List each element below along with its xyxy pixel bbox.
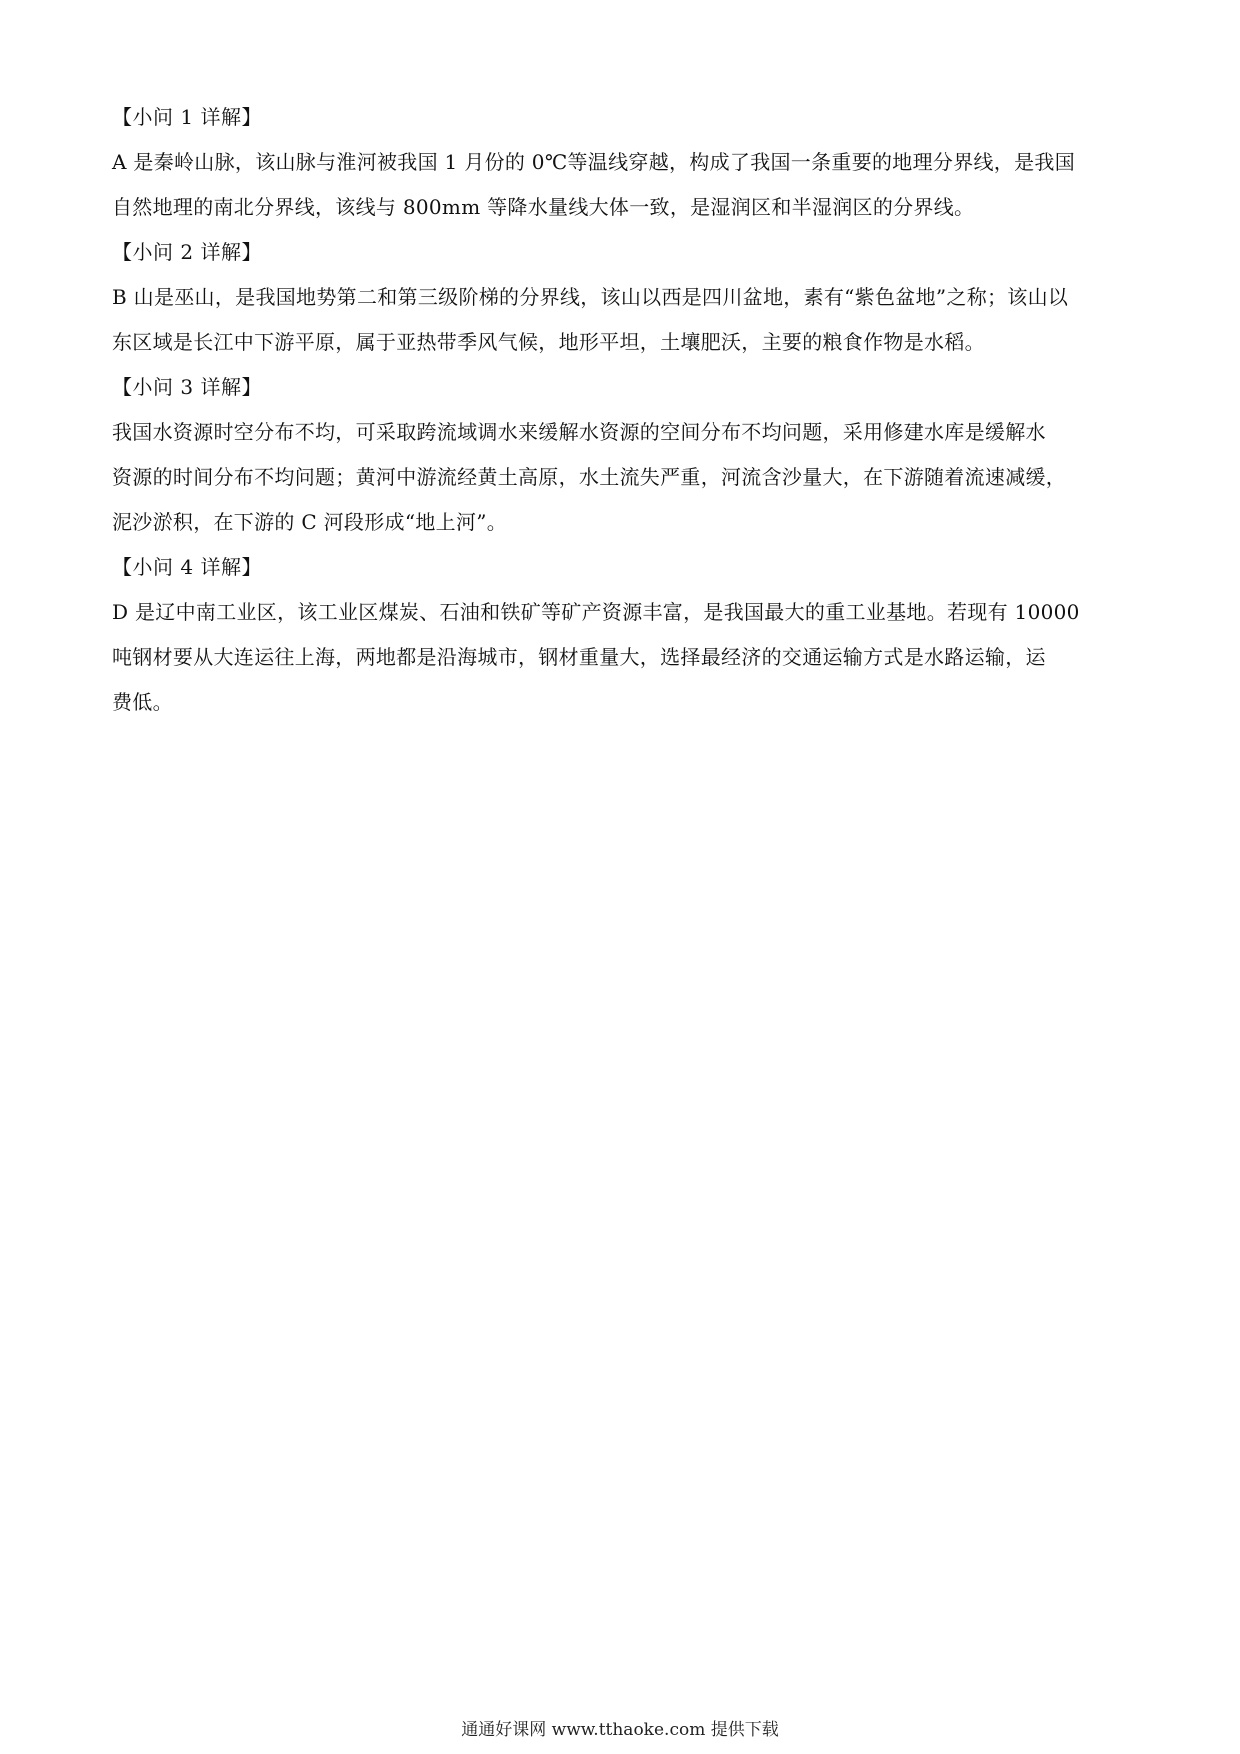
section-heading: 【小问 1 详解】 <box>112 105 262 129</box>
paragraph-line: 泥沙淤积，在下游的 C 河段形成“地上河”。 <box>112 510 508 534</box>
section-1 <box>112 97 1132 227</box>
section-heading: 【小问 4 详解】 <box>112 555 262 579</box>
paragraph-line: D 是辽中南工业区，该工业区煤炭、石油和铁矿等矿产资源丰富，是我国最大的重工业基地。若现有 10000 <box>112 600 1080 624</box>
paragraph-line: B 山是巫山，是我国地势第二和第三级阶梯的分界线，该山以西是四川盆地，素有“紫色盆地”之称；该山以 <box>112 285 1069 309</box>
section-4 <box>112 547 1132 722</box>
section-2 <box>112 232 1132 362</box>
paragraph-line: 东区域是长江中下游平原，属于亚热带季风气候，地形平坦，土壤肥沃，主要的粮食作物是水稻。 <box>112 330 985 354</box>
paragraph-line: 资源的时间分布不均问题；黄河中游流经黄土高原，水土流失严重，河流含沙量大，在下游随着流速减缓， <box>112 465 1067 489</box>
paragraph-line: A 是秦岭山脉，该山脉与淮河被我国 1 月份的 0℃等温线穿越，构成了我国一条重要的地理分界线，是我国 <box>112 150 1075 174</box>
section-heading: 【小问 3 详解】 <box>112 375 262 399</box>
paragraph-line: 我国水资源时空分布不均，可采取跨流域调水来缓解水资源的空间分布不均问题，采用修建水库是缓解水 <box>112 420 1046 444</box>
section-heading: 【小问 2 详解】 <box>112 240 262 264</box>
answer-content <box>112 97 1132 727</box>
paragraph-line: 吨钢材要从大连运往上海，两地都是沿海城市，钢材重量大，选择最经济的交通运输方式是水路运输，运 <box>112 645 1046 669</box>
page-footer: 通通好课网 www.tthaoke.com 提供下载 <box>461 1720 779 1740</box>
paragraph-line: 自然地理的南北分界线，该线与 800mm 等降水量线大体一致，是湿润区和半湿润区的分界线。 <box>112 195 975 219</box>
paragraph-line: 费低。 <box>112 690 173 714</box>
section-3 <box>112 367 1132 542</box>
